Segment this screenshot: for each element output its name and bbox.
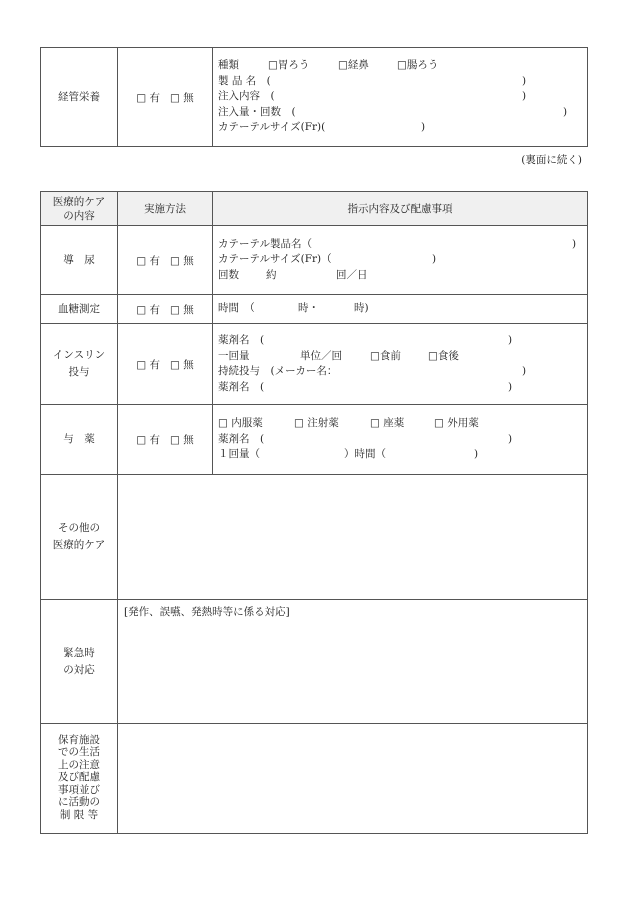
- oral-checkbox[interactable]: □ 内服薬: [218, 417, 263, 430]
- catheter-label: カテーテルサイズ(Fr)(: [218, 121, 326, 134]
- glucose-details: [213, 295, 588, 324]
- catheter-product-close: ): [572, 237, 577, 250]
- type-label: 種類: [218, 59, 239, 72]
- type-gastro-checkbox[interactable]: □胃ろう: [268, 59, 310, 72]
- glucose-hour-end: 時): [354, 302, 369, 315]
- count-unit: 回／日: [336, 268, 368, 281]
- insulin-drug2-close: ): [508, 380, 513, 393]
- insulin-label: インスリン 投与: [41, 324, 118, 405]
- glucose-yes-checkbox[interactable]: □ 有: [136, 303, 160, 316]
- insulin-method: [118, 324, 213, 405]
- other-care-label: その他の 医療的ケア: [41, 475, 118, 600]
- catheter-size-close: ): [432, 253, 437, 266]
- type-nasal-checkbox[interactable]: □経鼻: [338, 59, 369, 72]
- medication-no-checkbox[interactable]: □ 無: [170, 434, 194, 446]
- enteral-yes-checkbox[interactable]: □ 有: [136, 91, 160, 104]
- glucose-no-checkbox[interactable]: □ 無: [170, 303, 194, 316]
- insulin-drug-close: ): [508, 334, 513, 346]
- insulin-dose-unit: 単位／回: [300, 349, 342, 362]
- header-instructions: 指示内容及び配慮事項: [213, 192, 588, 226]
- emergency-content[interactable]: [118, 600, 588, 724]
- after-meal-checkbox[interactable]: □食後: [428, 349, 459, 362]
- medication-details: [213, 405, 588, 475]
- enteral-method: [118, 48, 213, 147]
- header-care: 医療的ケア の内容: [41, 192, 118, 226]
- continuous-close: ): [522, 365, 527, 377]
- catheter-close: ): [421, 121, 426, 134]
- before-meal-checkbox[interactable]: □食前: [370, 349, 401, 362]
- medication-dose-label: １回量（: [218, 448, 260, 461]
- enteral-label: 経管栄養: [41, 48, 118, 147]
- amount-label: 注入量・回数 (: [218, 105, 296, 118]
- content-label: 注入内容 (: [218, 90, 275, 103]
- nursery-label: [41, 724, 118, 834]
- insulin-drug-label: 薬剤名 (: [218, 334, 265, 346]
- urination-yes-checkbox[interactable]: □ 有: [136, 254, 160, 267]
- medication-yes-checkbox[interactable]: □ 有: [136, 434, 160, 446]
- urination-details: [213, 226, 588, 295]
- medication-time-label: ）時間（: [344, 448, 386, 461]
- care-table: [40, 191, 588, 834]
- insulin-no-checkbox[interactable]: □ 無: [170, 358, 194, 371]
- urination-method: [118, 226, 213, 295]
- medication-method: [118, 405, 213, 475]
- product-close: ): [522, 74, 527, 87]
- glucose-method: [118, 295, 213, 324]
- count-about: 約: [266, 268, 277, 281]
- glucose-time-label: 時間 （: [218, 302, 255, 315]
- medication-label: 与 薬: [41, 405, 118, 475]
- injection-checkbox[interactable]: □ 注射薬: [294, 417, 339, 430]
- other-care-content[interactable]: [118, 475, 588, 600]
- emergency-label: 緊急時 の対応: [41, 600, 118, 724]
- urination-label: 導 尿: [41, 226, 118, 295]
- insulin-yes-checkbox[interactable]: □ 有: [136, 358, 160, 371]
- nursery-label-text: 保育施設 での生活 上の注意 及び配慮 事項並び に活動の 制 限 等: [58, 733, 100, 821]
- type-intestinal-checkbox[interactable]: □腸ろう: [397, 59, 439, 72]
- glucose-label: 血糖測定: [41, 295, 118, 324]
- amount-close: ): [563, 105, 568, 118]
- suppository-checkbox[interactable]: □ 座薬: [370, 417, 405, 430]
- enteral-details: [213, 48, 588, 147]
- insulin-drug2-label: 薬剤名 (: [218, 380, 265, 393]
- insulin-details: [213, 324, 588, 405]
- urination-no-checkbox[interactable]: □ 無: [170, 254, 194, 267]
- insulin-dose-label: 一回量: [218, 349, 250, 362]
- medication-time-close: ): [474, 448, 479, 461]
- count-label: 回数: [218, 268, 239, 281]
- nursery-content[interactable]: [118, 724, 588, 834]
- glucose-hour: 時・: [298, 302, 319, 315]
- enteral-table: [40, 47, 588, 147]
- product-label: 製 品 名 (: [218, 74, 271, 87]
- external-checkbox[interactable]: □ 外用薬: [434, 417, 479, 430]
- enteral-no-checkbox[interactable]: □ 無: [170, 91, 194, 104]
- content-close: ): [522, 90, 527, 103]
- medication-drug-close: ): [508, 432, 513, 445]
- medication-drug-label: 薬剤名 (: [218, 432, 265, 445]
- continuous-label: 持続投与 (メーカー名：: [218, 365, 338, 377]
- header-method: 実施方法: [118, 192, 213, 226]
- continued-note: (裏面に続く): [521, 154, 582, 166]
- catheter-size-label: カテーテルサイズ(Fr)（: [218, 253, 332, 266]
- catheter-product-label: カテーテル製品名（: [218, 237, 312, 250]
- emergency-note: [発作、誤嚥、発熱時等に係る対応]: [124, 606, 290, 618]
